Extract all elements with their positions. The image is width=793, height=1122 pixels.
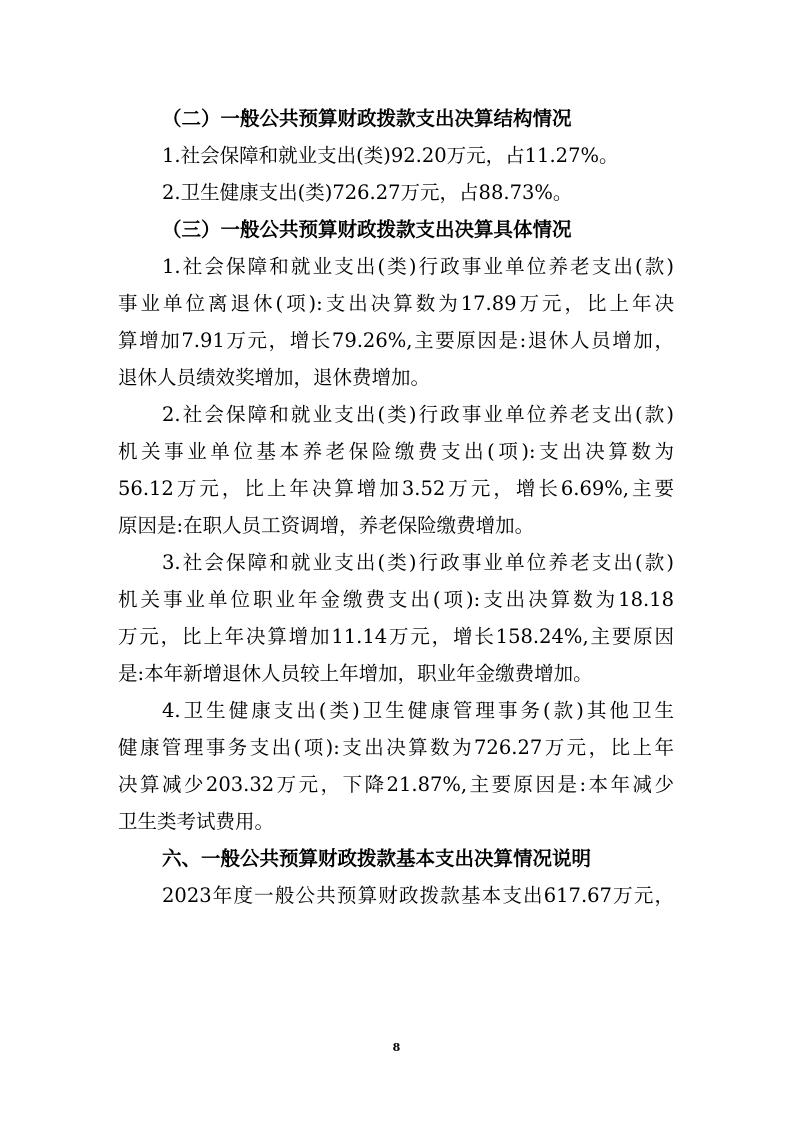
paragraph-line: 4.卫生健康支出(类)卫生健康管理事务(款)其他卫生 xyxy=(162,699,674,722)
paragraph-line: 2.卫生健康支出(类)726.27万元，占88.73%。 xyxy=(162,181,573,204)
paragraph-line: 3.社会保障和就业支出(类)行政事业单位养老支出(款) xyxy=(162,551,674,574)
page-number: 8 xyxy=(392,1041,401,1054)
paragraph-line: 卫生类考试费用。 xyxy=(118,810,275,833)
paragraph-line: 机关事业单位基本养老保险缴费支出(项):支出决算数为 xyxy=(118,440,674,463)
paragraph-line: 1.社会保障和就业支出(类)行政事业单位养老支出(款) xyxy=(162,255,674,278)
paragraph-line: 万元，比上年决算增加11.14万元，增长158.24%,主要原因 xyxy=(118,625,674,648)
section-heading-basic-expenditure: 六、一般公共预算财政拨款基本支出决算情况说明 xyxy=(162,847,592,870)
paragraph-line: 机关事业单位职业年金缴费支出(项):支出决算数为18.18 xyxy=(118,588,674,611)
paragraph-line: 56.12万元，比上年决算增加3.52万元，增长6.69%,主要 xyxy=(118,477,674,500)
paragraph-line: 健康管理事务支出(项):支出决算数为726.27万元，比上年 xyxy=(118,736,674,759)
paragraph-line: 1.社会保障和就业支出(类)92.20万元，占11.27%。 xyxy=(162,144,619,167)
document-body xyxy=(118,100,674,914)
paragraph-line: 是:本年新增退休人员较上年增加，职业年金缴费增加。 xyxy=(118,662,593,685)
paragraph-line: 2023年度一般公共预算财政拨款基本支出617.67万元， xyxy=(162,884,674,907)
paragraph-line: 退休人员绩效奖增加，退休费增加。 xyxy=(118,366,431,389)
section-heading-details: （三）一般公共预算财政拨款支出决算具体情况 xyxy=(162,218,572,241)
paragraph-line: 原因是:在职人员工资调增，养老保险缴费增加。 xyxy=(118,514,535,537)
section-heading-structure: （二）一般公共预算财政拨款支出决算结构情况 xyxy=(162,107,572,130)
paragraph-line: 事业单位离退休(项):支出决算数为17.89万元，比上年决 xyxy=(118,292,674,315)
paragraph-line: 算增加7.91万元，增长79.26%,主要原因是:退休人员增加， xyxy=(118,329,674,352)
paragraph-line: 决算减少203.32万元，下降21.87%,主要原因是:本年减少 xyxy=(118,773,674,796)
paragraph-line: 2.社会保障和就业支出(类)行政事业单位养老支出(款) xyxy=(162,403,674,426)
